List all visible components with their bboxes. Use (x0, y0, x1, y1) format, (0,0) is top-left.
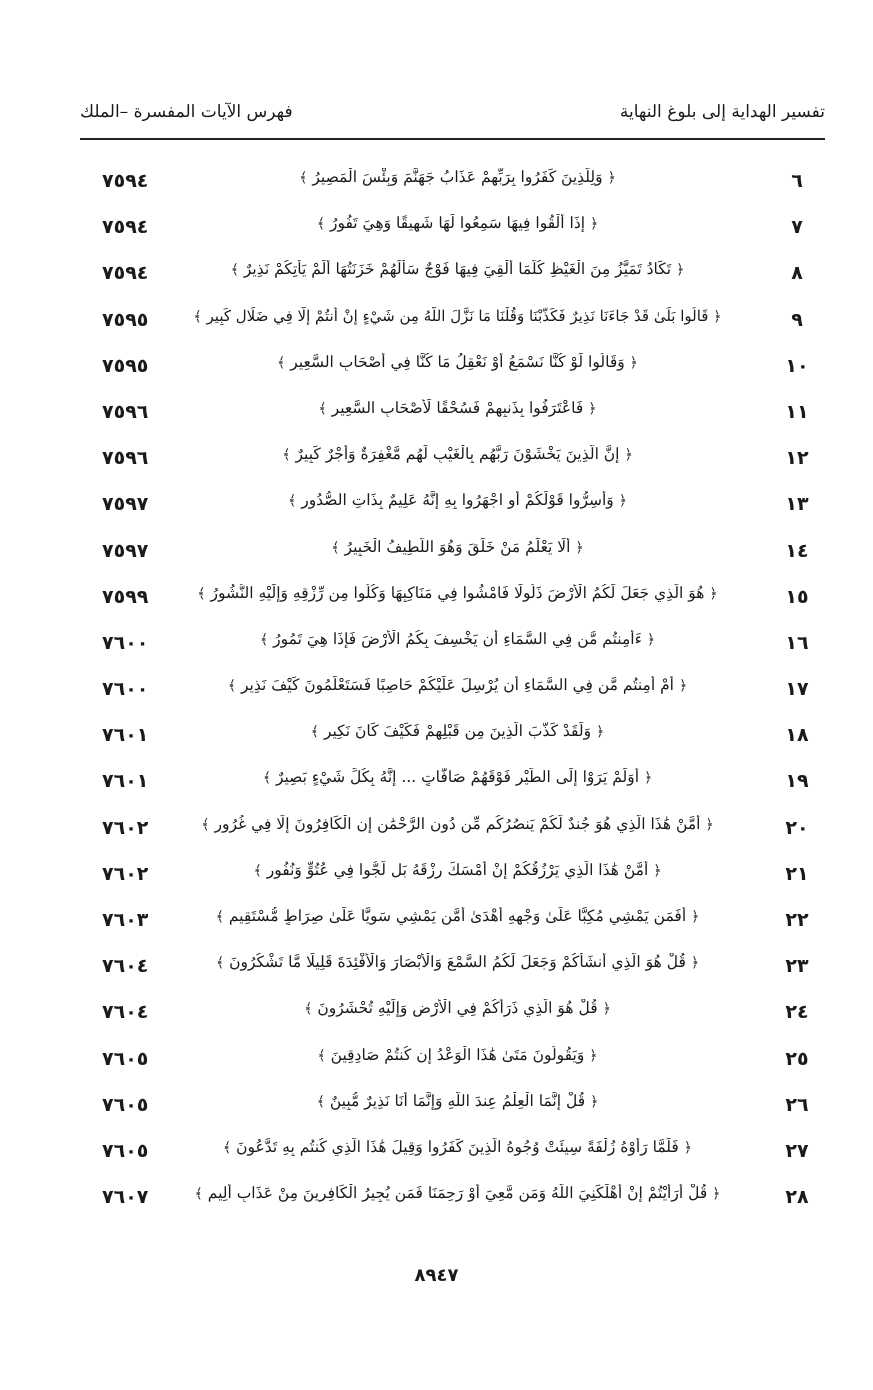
page-reference: ٧٥٩٤ (102, 262, 149, 285)
ornate-bracket-open: ﴿ (653, 862, 662, 879)
page-reference: ٧٦٠٥ (102, 1047, 149, 1070)
verse-number: ١٢ (785, 447, 809, 470)
verse-number: ١٠ (785, 354, 809, 377)
ornate-bracket-close: ﴾ (227, 678, 237, 695)
page-reference: ٧٦٠٤ (102, 1001, 149, 1024)
ayah-words: قُلْ هُوَ الَّذِي ذَرَأَكُمْ فِي الْأَرْضِ وَإِلَيْهِ تُحْشَرُونَ (317, 999, 598, 1018)
verse-number: ١٣ (785, 493, 809, 516)
ornate-bracket-close: ﴾ (197, 585, 206, 602)
ayah-words: وَقَالُوا لَوْ كُنَّا نَسْمَعُ أَوْ نَعْقِلُ مَا كُنَّا فِي أَصْحَابِ السَّعِيرِ (290, 352, 625, 371)
page-reference: ٧٥٩٥ (102, 354, 149, 377)
table-row (80, 252, 825, 298)
ornate-bracket-open: ﴿ (607, 170, 616, 186)
ayah-text (190, 353, 725, 371)
ornate-bracket-open: ﴿ (691, 909, 700, 925)
ayah-text (190, 630, 725, 648)
table-row (80, 391, 825, 437)
verse-number: ٢٢ (785, 909, 809, 931)
table-row (80, 530, 825, 576)
ornate-bracket-close: ﴾ (259, 631, 269, 648)
ayah-words: وَأَسِرُّوا قَوْلَكُمْ أَوِ اجْهَرُوا بِهِ إِنَّهُ عَلِيمٌ بِذَاتِ الصُّدُورِ (301, 491, 614, 510)
table-row (80, 668, 825, 714)
ornate-bracket-close: ﴾ (262, 770, 272, 787)
table-row (80, 714, 825, 760)
verse-number: ١٨ (785, 724, 809, 747)
ornate-bracket-open: ﴿ (713, 308, 722, 325)
ornate-bracket-close: ﴾ (282, 447, 291, 464)
ornate-bracket-open: ﴿ (589, 1047, 598, 1064)
ornate-bracket-close: ﴾ (288, 493, 297, 510)
ayah-words: فَاعْتَرَفُوا بِذَنبِهِمْ فَسُحْقًا لِّأَصْحَابِ السَّعِيرِ (331, 398, 584, 417)
table-row (80, 760, 825, 806)
table-row (80, 1130, 825, 1176)
verse-number: ٢٤ (785, 1001, 809, 1024)
page-reference: ٧٥٩٤ (102, 216, 149, 239)
ayah-text (190, 445, 725, 463)
verse-number: ١١ (785, 400, 809, 423)
ornate-bracket-open: ﴿ (596, 724, 605, 741)
page-reference: ٧٥٩٩ (102, 585, 149, 608)
table-row (80, 483, 825, 529)
page-reference: ٧٦٠٢ (102, 862, 149, 885)
page-reference: ٧٦٠٤ (102, 955, 149, 978)
ayah-words: ءَأَمِنتُم مَّن فِي السَّمَاءِ أَن يَخْسِفَ بِكُمُ الْأَرْضَ فَإِذَا هِيَ تَمُورُ (273, 629, 642, 648)
ayah-words: تَكَادُ تَمَيَّزُ مِنَ الْغَيْظِ كُلَّمَا أُلْقِيَ فِيهَا فَوْجٌ سَأَلَهُمْ خَزَنَتُهَا أَلَمْ يَأْتِكُمْ نَذِيرٌ (243, 260, 672, 279)
page-reference: ٧٦٠٢ (102, 816, 149, 839)
ayah-text (190, 538, 725, 556)
ayah-words: وَلَقَدْ كَذَّبَ الَّذِينَ مِن قَبْلِهِمْ فَكَيْفَ كَانَ نَكِيرِ (323, 722, 592, 741)
ornate-bracket-open: ﴿ (705, 816, 714, 833)
table-row (80, 899, 825, 945)
ornate-bracket-open: ﴿ (589, 216, 599, 233)
section-title: فهرس الآيات المفسرة –الملك (80, 102, 293, 122)
table-row (80, 991, 825, 1037)
table-row (80, 437, 825, 483)
page-reference: ٧٥٩٦ (102, 400, 149, 423)
table-row (80, 576, 825, 622)
verse-number: ٢١ (785, 862, 809, 885)
verse-number: ١٤ (785, 539, 809, 562)
verse-number: ١٦ (785, 631, 809, 654)
ayah-text (190, 307, 725, 325)
ayah-text (190, 1092, 725, 1110)
ayah-text (190, 214, 725, 232)
verse-number: ٩ (791, 308, 803, 331)
ayah-words: أَمْ أَمِنتُم مَّن فِي السَّمَاءِ أَن يُرْسِلَ عَلَيْكُمْ حَاصِبًا فَسَتَعْلَمُونَ كَيْفَ نَذِيرِ (240, 676, 674, 695)
verse-number: ٢٧ (785, 1139, 809, 1162)
page-reference: ٧٥٩٧ (102, 493, 149, 516)
book-title: تفسير الهداية إلى بلوغ النهاية (619, 102, 825, 122)
ornate-bracket-close: ﴾ (317, 1047, 326, 1064)
ornate-bracket-close: ﴾ (318, 400, 327, 417)
verse-index-table (80, 160, 825, 1222)
verse-number: ١٧ (785, 678, 809, 701)
ayah-words: إِذَا أُلْقُوا فِيهَا سَمِعُوا لَهَا شَهِيقًا وَهِيَ تَفُورُ (329, 214, 586, 233)
ornate-bracket-open: ﴿ (678, 678, 688, 695)
ayah-words: وَلِلَّذِينَ كَفَرُوا بِرَبِّهِمْ عَذَابُ جَهَنَّمَ وَبِئْسَ الْمَصِيرُ (312, 168, 603, 186)
page-number: ٨٩٤٧ (414, 1265, 459, 1286)
verse-number: ٢٣ (785, 955, 809, 978)
verse-number: ٨ (791, 262, 803, 285)
ayah-words: قَالُوا بَلَىٰ قَدْ جَاءَنَا نَذِيرٌ فَكَذَّبْنَا وَقُلْنَا مَا نَزَّلَ اللَّهُ مِن شَيْءٍ إِنْ أَنتُمْ إِلَّا فِي ضَلَالٍ كَبِيرٍ (206, 306, 709, 325)
ornate-bracket-open: ﴿ (712, 1186, 721, 1203)
ayah-text (190, 999, 725, 1017)
ornate-bracket-open: ﴿ (709, 585, 718, 602)
verse-number: ٧ (791, 216, 803, 239)
ayah-text (190, 907, 725, 925)
ayah-words: أَفَمَن يَمْشِي مُكِبًّا عَلَىٰ وَجْهِهِ أَهْدَىٰ أَمَّن يَمْشِي سَوِيًّا عَلَىٰ صِرَاطٍ مُّسْتَقِيمٍ (228, 907, 687, 925)
table-row (80, 1038, 825, 1084)
ornate-bracket-open: ﴿ (575, 539, 584, 556)
table-row (80, 299, 825, 345)
page-reference: ٧٦٠٠ (102, 678, 149, 701)
verse-number: ١٩ (785, 770, 809, 793)
ornate-bracket-close: ﴾ (277, 354, 286, 371)
ayah-words: هُوَ الَّذِي جَعَلَ لَكُمُ الْأَرْضَ ذَلُولًا فَامْشُوا فِي مَنَاكِبِهَا وَكُلُوا مِن رِّزْقِهِ وَإِلَيْهِ النُّشُورُ (210, 583, 705, 602)
ornate-bracket-close: ﴾ (253, 862, 262, 879)
page-reference: ٧٦٠٥ (102, 1139, 149, 1162)
table-row (80, 206, 825, 252)
ornate-bracket-close: ﴾ (299, 170, 308, 186)
ornate-bracket-close: ﴾ (310, 724, 319, 741)
ayah-text (190, 676, 725, 694)
page-reference: ٧٦٠١ (102, 770, 149, 793)
verse-number: ٢٠ (785, 816, 809, 839)
ayah-words: قُلْ أَرَأَيْتُمْ إِنْ أَهْلَكَنِيَ اللَّهُ وَمَن مَّعِيَ أَوْ رَحِمَنَا فَمَن يُجِيرُ الْكَافِرِينَ مِنْ عَذَابٍ أَلِيمٍ (207, 1184, 708, 1203)
ornate-bracket-close: ﴾ (215, 955, 225, 972)
ornate-bracket-close: ﴾ (201, 816, 210, 833)
page-reference: ٧٦٠٠ (102, 631, 149, 654)
table-row (80, 345, 825, 391)
ornate-bracket-open: ﴿ (683, 1139, 692, 1156)
ayah-words: أَوَلَمْ يَرَوْا إِلَى الطَّيْرِ فَوْقَهُمْ صَافَّاتٍ ... إِنَّهُ بِكُلِّ شَيْءٍ بَصِيرٌ (275, 768, 640, 787)
ornate-bracket-open: ﴿ (643, 770, 653, 787)
verse-number: ٦ (791, 170, 803, 192)
ayah-words: قُلْ إِنَّمَا الْعِلْمُ عِندَ اللَّهِ وَإِنَّمَا أَنَا نَذِيرٌ مُّبِينٌ (329, 1091, 586, 1110)
ornate-bracket-open: ﴿ (629, 354, 638, 371)
ornate-bracket-open: ﴿ (646, 631, 656, 648)
ornate-bracket-open: ﴿ (590, 1093, 599, 1110)
ornate-bracket-open: ﴿ (618, 493, 627, 510)
ayah-text (190, 953, 725, 971)
ornate-bracket-close: ﴾ (215, 909, 224, 925)
ornate-bracket-close: ﴾ (331, 539, 340, 556)
verse-number: ٢٨ (785, 1186, 809, 1209)
ayah-text (190, 815, 725, 833)
ornate-bracket-close: ﴾ (194, 1186, 203, 1203)
ayah-words: فَلَمَّا رَأَوْهُ زُلْفَةً سِيئَتْ وُجُوهُ الَّذِينَ كَفَرُوا وَقِيلَ هَٰذَا الَّذِي كُنتُم بِهِ تَدَّعُونَ (236, 1137, 679, 1156)
ayah-text (190, 768, 725, 786)
ayah-text (190, 399, 725, 417)
ornate-bracket-close: ﴾ (304, 1001, 313, 1018)
page-reference: ٧٦٠٧ (102, 1186, 149, 1209)
ornate-bracket-close: ﴾ (316, 216, 326, 233)
ayah-words: أَمَّنْ هَٰذَا الَّذِي هُوَ جُندٌ لَّكُمْ يَنصُرُكُم مِّن دُونِ الرَّحْمَٰنِ إِنِ الْكَافِرُونَ إِلَّا فِي غُرُورٍ (214, 814, 701, 833)
ornate-bracket-open: ﴿ (602, 1001, 611, 1018)
ayah-text (190, 584, 725, 602)
verse-number: ٢٦ (785, 1093, 809, 1116)
ayah-words: قُلْ هُوَ الَّذِي أَنشَأَكُمْ وَجَعَلَ لَكُمُ السَّمْعَ وَالْأَبْصَارَ وَالْأَفْئِدَةَ قَلِيلًا مَّا تَشْكُرُونَ (229, 953, 686, 972)
ornate-bracket-close: ﴾ (223, 1139, 232, 1156)
table-row (80, 807, 825, 853)
ayah-words: أَمَّنْ هَٰذَا الَّذِي يَرْزُقُكُمْ إِنْ أَمْسَكَ رِزْقَهُ بَل لَّجُّوا فِي عُتُوٍّ وَنُفُورٍ (266, 860, 649, 879)
ayah-text (190, 722, 725, 740)
table-row (80, 1084, 825, 1130)
page-reference: ٧٦٠٣ (102, 909, 149, 931)
ayah-text (190, 861, 725, 879)
verse-number: ١٥ (785, 585, 809, 608)
ayah-text (190, 168, 725, 186)
page-reference: ٧٥٩٥ (102, 308, 149, 331)
page-reference: ٧٦٠١ (102, 724, 149, 747)
table-row (80, 853, 825, 899)
page-reference: ٧٥٩٤ (102, 170, 149, 192)
page-reference: ٧٦٠٥ (102, 1093, 149, 1116)
ayah-words: إِنَّ الَّذِينَ يَخْشَوْنَ رَبَّهُم بِالْغَيْبِ لَهُم مَّغْفِرَةٌ وَأَجْرٌ كَبِيرٌ (295, 445, 620, 464)
ayah-words: وَيَقُولُونَ مَتَىٰ هَٰذَا الْوَعْدُ إِن كُنتُمْ صَادِقِينَ (330, 1045, 585, 1064)
ornate-bracket-close: ﴾ (193, 308, 202, 325)
ornate-bracket-open: ﴿ (588, 400, 597, 417)
ayah-text (190, 1046, 725, 1064)
page-reference: ٧٥٩٦ (102, 447, 149, 470)
table-row (80, 1176, 825, 1222)
verse-number: ٢٥ (785, 1047, 809, 1070)
header-rule (80, 138, 825, 140)
table-row (80, 622, 825, 668)
ayah-text (190, 260, 725, 278)
ayah-text (190, 1138, 725, 1156)
ayah-text (190, 1184, 725, 1202)
table-row (80, 160, 825, 206)
ayah-text (190, 491, 725, 509)
ayah-words: أَلَا يَعْلَمُ مَنْ خَلَقَ وَهُوَ اللَّطِيفُ الْخَبِيرُ (344, 537, 571, 556)
page-reference: ٧٥٩٧ (102, 539, 149, 562)
ornate-bracket-close: ﴾ (230, 262, 239, 279)
ornate-bracket-open: ﴿ (690, 955, 700, 972)
ornate-bracket-open: ﴿ (624, 447, 633, 464)
ornate-bracket-open: ﴿ (676, 262, 685, 279)
table-row (80, 945, 825, 991)
ornate-bracket-close: ﴾ (316, 1093, 325, 1110)
running-header (80, 98, 825, 138)
